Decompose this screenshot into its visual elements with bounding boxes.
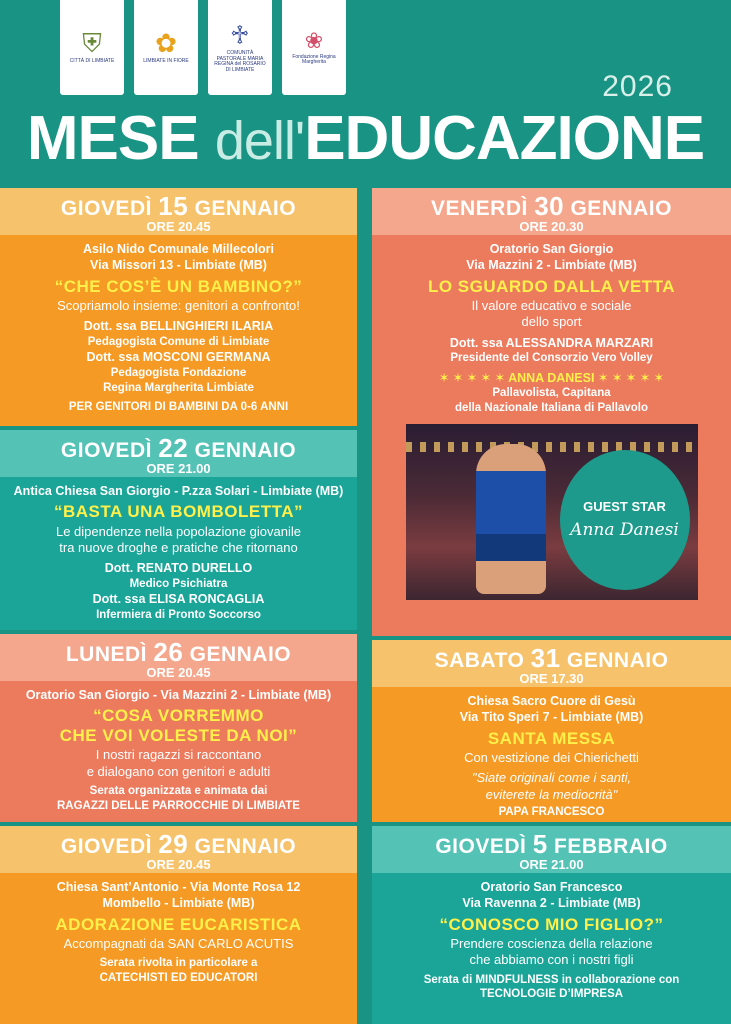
event-header (0, 188, 357, 235)
foundation-logo (282, 0, 346, 95)
month: GENNAIO (189, 643, 292, 666)
year: 2026 (602, 70, 673, 103)
page-title (0, 104, 731, 173)
speaker-role: Regina Margherita Limbiate (103, 381, 254, 394)
month: GENNAIO (570, 197, 672, 220)
event-header (372, 826, 731, 873)
address-line: Via Ravenna 2 - Limbiate (MB) (462, 896, 641, 911)
event-highlight: ADORAZIONE EUCARISTICA (55, 914, 302, 934)
logo-caption: LIMBIATE IN FIORE (143, 58, 189, 65)
weekday: LUNEDÌ (65, 643, 148, 666)
speaker-line: Dott. ssa ELISA RONCAGLIA (92, 592, 265, 607)
event-description: Scopriamolo insieme: genitori a confronto! (57, 298, 300, 314)
collaboration-note: TECNOLOGIE D’IMPRESA (479, 988, 624, 1001)
audience-note: CATECHISTI ED EDUCATORI (99, 972, 258, 985)
event-card-jan-31 (372, 640, 731, 822)
event-highlight: LO SGUARDO DALLA VETTA (427, 276, 676, 296)
logo-caption: CITTÀ DI LIMBIATE (69, 58, 115, 65)
day-number: 15 (158, 191, 189, 221)
audience-note: Serata rivolta in particolare a (99, 957, 258, 970)
event-description: Prendere coscienza della relazione (450, 936, 653, 952)
event-description: Con vestizione dei Chierichetti (464, 750, 639, 766)
guest-star-badge (560, 450, 690, 590)
partner-logos (60, 0, 346, 95)
venue-line: Chiesa Sacro Cuore di Gesù (467, 694, 636, 708)
venue-line: Asilo Nido Comunale Millecolori (83, 242, 274, 256)
event-date (0, 639, 357, 666)
day-number: 31 (530, 643, 561, 673)
city-crest-icon: ⛨ (82, 28, 102, 59)
event-description: e dialogano con genitori e adulti (86, 763, 271, 779)
weekday: GIOVEDÌ (60, 439, 152, 462)
address-line: Via Tito Speri 7 - Limbiate (MB) (459, 710, 644, 725)
speaker-role: Infermiera di Pronto Soccorso (96, 608, 261, 621)
event-time: ORE 20.45 (146, 219, 211, 235)
quote-author: PAPA FRANCESCO (498, 805, 605, 818)
flower-logo-icon: ✿ (155, 28, 177, 59)
title-part-2: dell' (214, 111, 305, 171)
event-date (372, 645, 731, 672)
event-description: dello sport (521, 314, 582, 330)
event-card-jan-30 (372, 188, 731, 636)
speaker-line: Dott. ssa ALESSANDRA MARZARI (449, 335, 654, 350)
event-card-feb-5 (372, 826, 731, 1024)
quote-line: "Siate originali come i santi, (471, 770, 632, 786)
event-time: ORE 20.30 (519, 219, 584, 235)
month: GENNAIO (566, 649, 669, 672)
address-line: Via Missori 13 - Limbiate (MB) (90, 258, 267, 273)
event-date (372, 831, 731, 858)
event-time: ORE 21.00 (146, 461, 211, 477)
venue-line: Oratorio San Francesco (480, 880, 623, 894)
event-description: Accompagnati da SAN CARLO ACUTIS (63, 936, 294, 952)
event-date (372, 193, 731, 220)
venue-line: Antica Chiesa San Giorgio - P.zza Solari - Limbiate (MB) (13, 484, 344, 498)
event-body (372, 873, 731, 1024)
month: FEBBRAIO (554, 835, 668, 858)
event-description: I nostri ragazzi si raccontano (95, 747, 262, 763)
event-body (0, 235, 357, 426)
event-header (372, 188, 731, 235)
event-highlight: “COSA VORREMMO (93, 706, 264, 726)
day-number: 29 (158, 829, 189, 859)
event-highlight: CHE VOI VOLESTE DA NOI” (59, 725, 298, 745)
guest-star-line: ✶ ✶ ✶ ✶ ✶ ANNA DANESI ✶ ✶ ✶ ✶ ✶ (438, 370, 665, 385)
arena-lights (406, 442, 698, 452)
guest-photo (406, 424, 698, 600)
venue-line: Chiesa Sant’Antonio - Via Monte Rosa 12 (56, 880, 301, 894)
speaker-role: Medico Psichiatra (129, 577, 228, 590)
weekday: GIOVEDÌ (60, 197, 152, 220)
event-card-jan-26 (0, 634, 357, 822)
address-line: Mombello - Limbiate (MB) (102, 896, 255, 911)
speaker-role: Presidente del Consorzio Vero Volley (450, 351, 653, 364)
speaker-line: Dott. RENATO DURELLO (104, 561, 253, 576)
weekday: GIOVEDÌ (435, 835, 527, 858)
speaker-role: Pedagogista Comune di Limbiate (87, 335, 270, 348)
event-description: che abbiamo con i nostri figli (469, 952, 634, 968)
day-number: 30 (534, 191, 565, 221)
event-card-jan-15 (0, 188, 357, 426)
title-part-1: MESE (26, 104, 215, 173)
guest-role: Pallavolista, Capitana (492, 386, 611, 399)
flower-logo (134, 0, 198, 95)
address-line: Via Mazzini 2 - Limbiate (MB) (466, 258, 637, 273)
event-time: ORE 20.45 (146, 665, 211, 681)
month: GENNAIO (194, 197, 297, 220)
weekday: VENERDÌ (431, 197, 528, 220)
quote-line: eviterete la mediocrità" (485, 786, 618, 802)
volleyball-player-figure (476, 444, 546, 594)
event-highlight: “CHE COS’È UN BAMBINO?” (54, 276, 303, 296)
logo-caption: COMUNITÀ PASTORALE MARIA REGINA del ROSARIO DI LIMBIATE (214, 50, 266, 73)
guest-role: della Nazionale Italiana di Pallavolo (454, 401, 648, 414)
event-header (0, 634, 357, 681)
event-body (0, 873, 357, 1024)
weekday: GIOVEDÌ (60, 835, 152, 858)
month: GENNAIO (194, 439, 297, 462)
event-body (0, 477, 357, 630)
parish-logo (208, 0, 272, 95)
city-crest-logo (60, 0, 124, 95)
madonna-statue-icon: ♱ (230, 20, 250, 50)
title-part-3: EDUCAZIONE (304, 104, 705, 173)
day-number: 5 (532, 829, 548, 859)
event-description: tra nuove droghe e pratiche che ritornano (59, 540, 298, 556)
event-body (372, 687, 731, 822)
event-highlight: SANTA MESSA (487, 728, 616, 748)
collaboration-note: Serata di MINDFULNESS in collaborazione con (423, 973, 680, 986)
day-number: 22 (158, 433, 189, 463)
event-highlight: “BASTA UNA BOMBOLETTA” (54, 502, 303, 522)
event-date (0, 831, 357, 858)
day-number: 26 (153, 637, 184, 667)
event-header (372, 640, 731, 687)
speaker-line: Dott. ssa BELLINGHIERI ILARIA (83, 319, 274, 334)
event-description: Le dipendenze nella popolazione giovanile (55, 523, 302, 539)
venue-line: Oratorio San Giorgio (489, 242, 614, 256)
event-description: Il valore educativo e sociale (471, 298, 632, 314)
speaker-line: Dott. ssa MOSCONI GERMANA (86, 350, 271, 365)
organizer-line: Serata organizzata e animata dai (89, 784, 268, 797)
audience-note: PER GENITORI DI BAMBINI DA 0-6 ANNI (68, 400, 289, 413)
foundation-seal-icon: ❀ (304, 27, 324, 53)
event-header (0, 430, 357, 477)
venue-line: Oratorio San Giorgio - Via Mazzini 2 - Limbiate (MB) (25, 688, 332, 702)
event-header (0, 826, 357, 873)
logo-caption: Fondazione Regina Margherita (292, 53, 336, 65)
event-card-jan-22 (0, 430, 357, 630)
event-time: ORE 20.45 (146, 857, 211, 873)
weekday: SABATO (434, 649, 525, 672)
event-highlight: “CONOSCO MIO FIGLIO?” (439, 914, 664, 934)
speaker-role: Pedagogista Fondazione (110, 366, 247, 379)
organizer-line: RAGAZZI DELLE PARROCCHIE DI LIMBIATE (57, 799, 300, 812)
event-date (0, 435, 357, 462)
event-time: ORE 21.00 (519, 857, 584, 873)
event-time: ORE 17.30 (519, 671, 584, 687)
event-date (0, 193, 357, 220)
event-body (0, 681, 357, 822)
event-card-jan-29 (0, 826, 357, 1024)
guest-star-label: GUEST STAR (583, 499, 666, 515)
month: GENNAIO (194, 835, 297, 858)
guest-signature: Anna Danesi (570, 520, 679, 541)
event-body (372, 235, 731, 636)
